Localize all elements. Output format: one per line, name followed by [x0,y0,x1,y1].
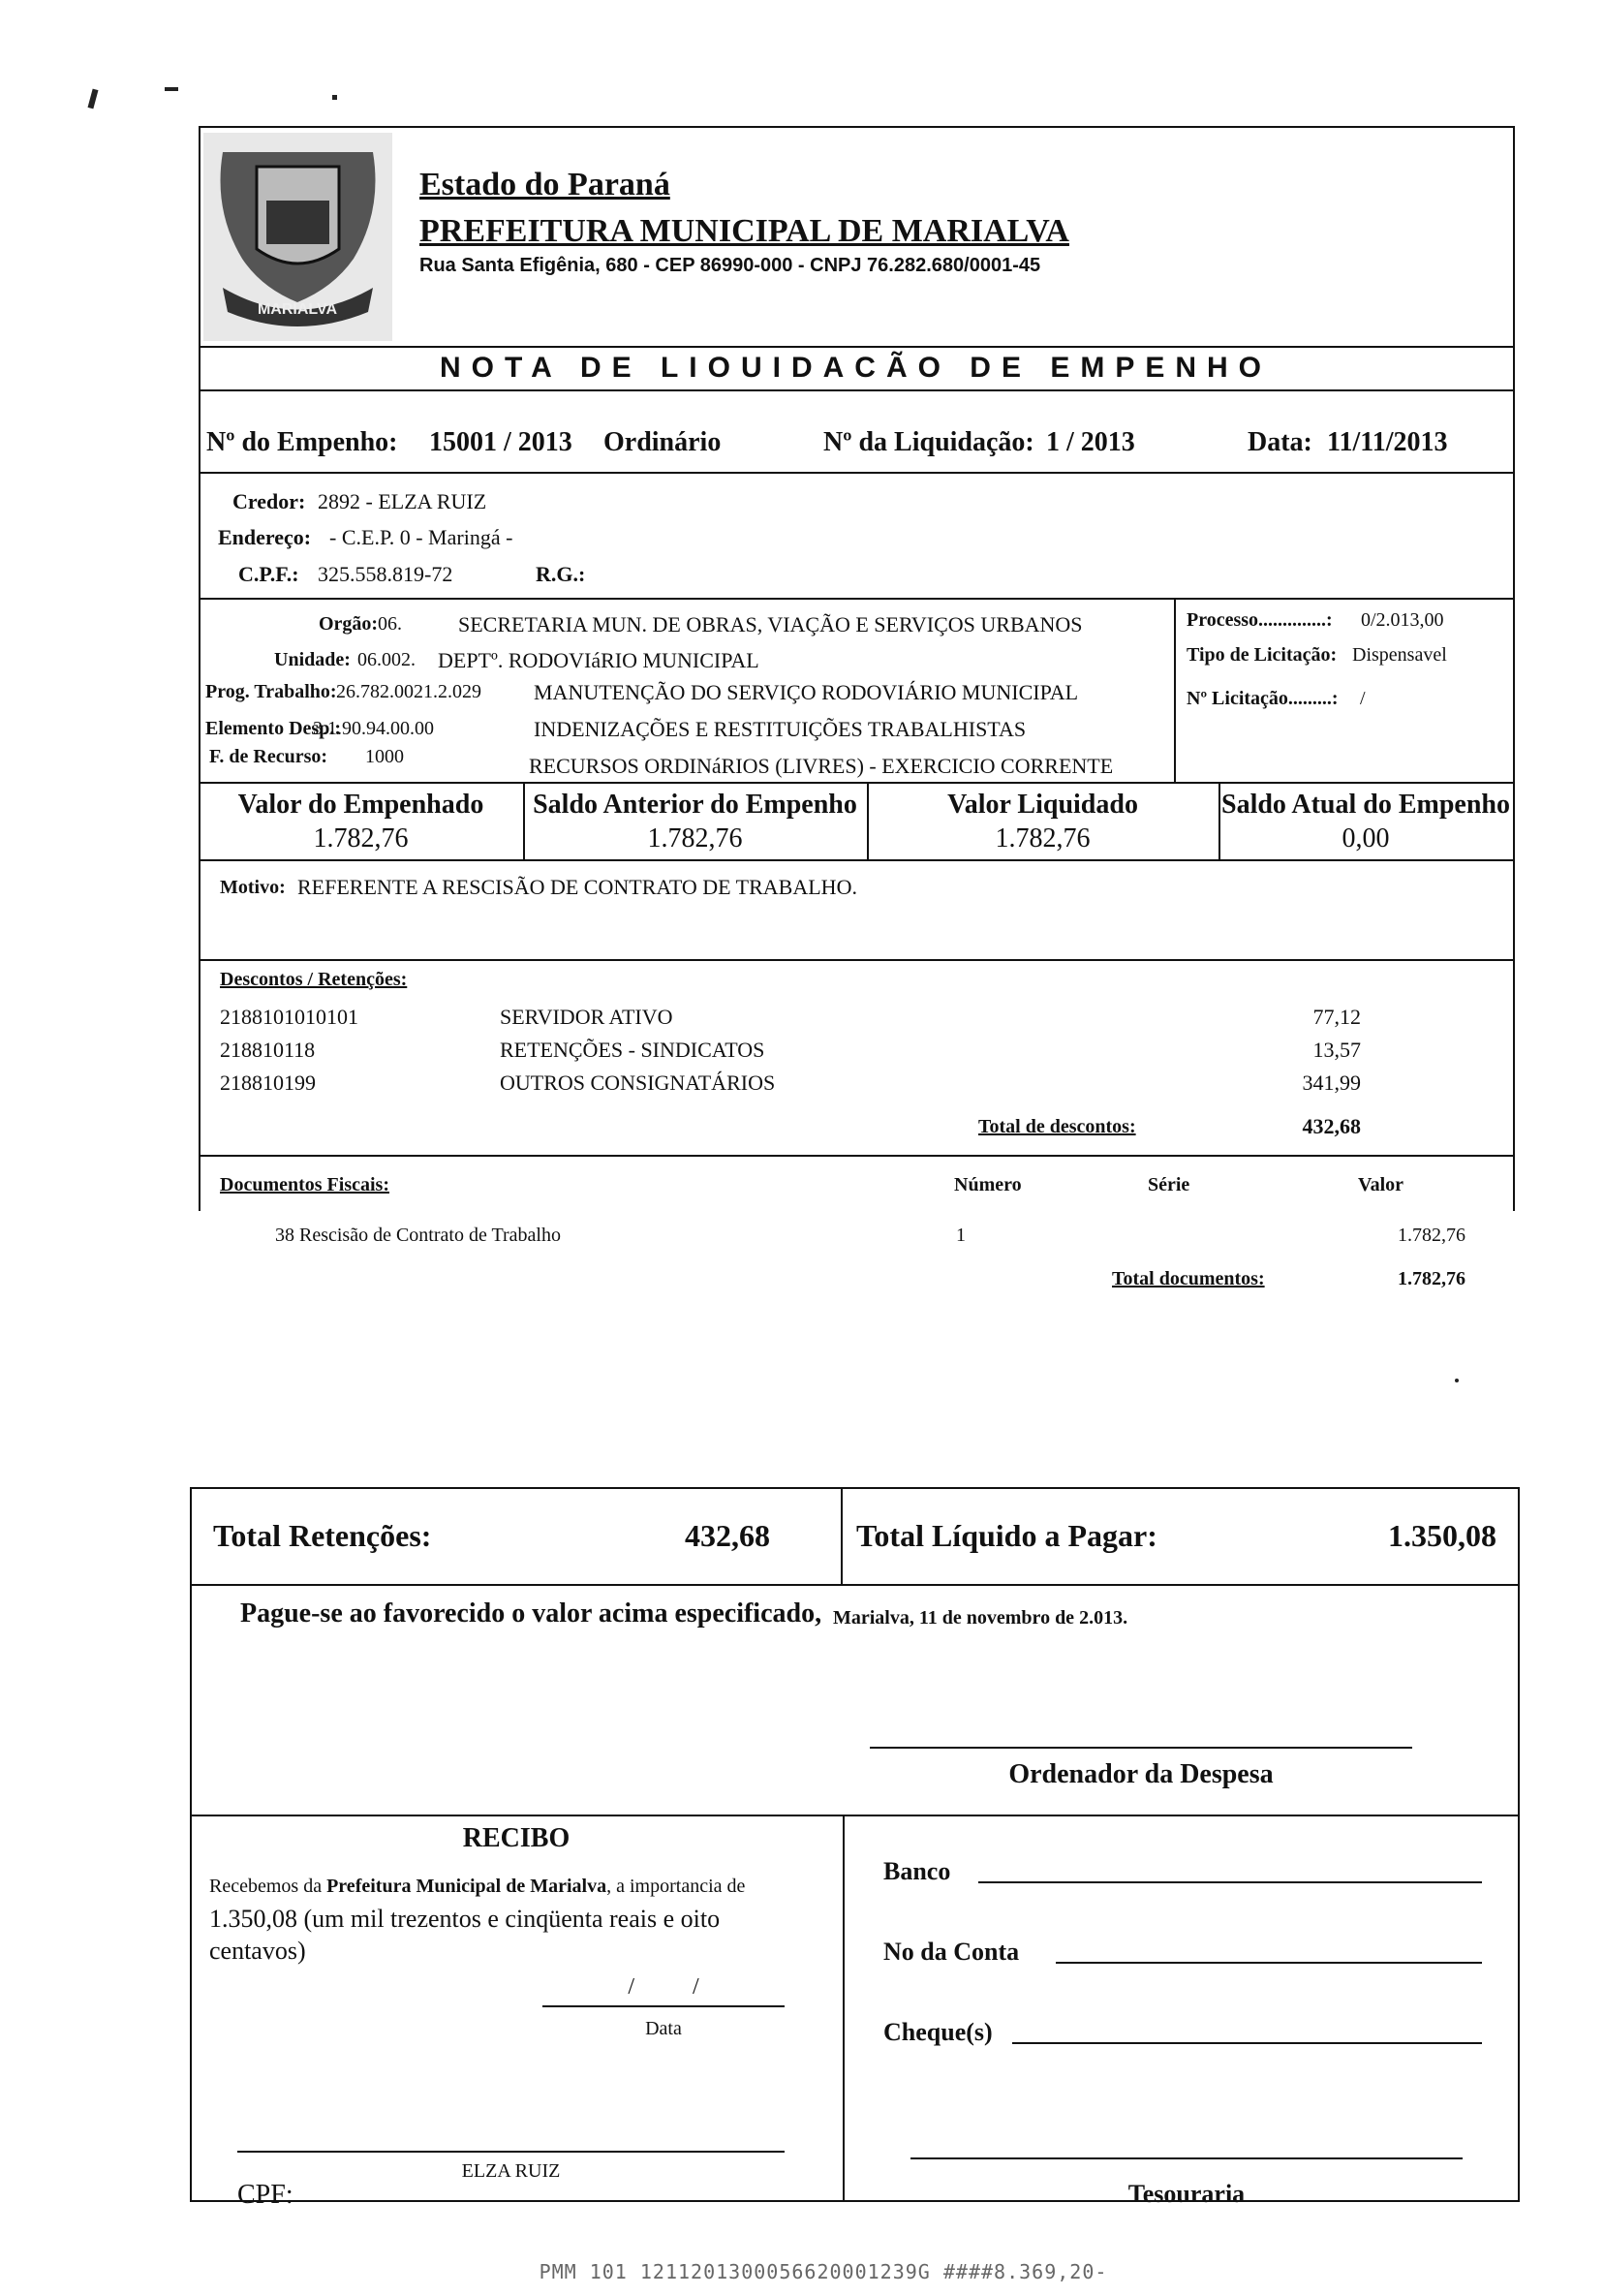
liquidacao-number: 1 / 2013 [1046,427,1135,457]
total-retencoes-value: 432,68 [685,1518,770,1553]
orgao-desc: SECRETARIA MUN. DE OBRAS, VIAÇÃO E SERVIÇOS URBANOS [458,612,1083,636]
title-divider [199,389,1513,391]
unidade-desc: DEPTº. RODOVIáRIO MUNICIPAL [438,648,759,672]
saldo-anterior-value: 1.782,76 [647,823,743,853]
recibo-sep [843,1815,845,2200]
cpf-value: 325.558.819-72 [318,562,453,586]
elemento-desc: INDENIZAÇÕES E RESTITUIÇÕES TRABALHISTAS [534,717,1027,741]
banco-line [978,1881,1482,1883]
scan-mark [165,87,178,91]
conta-line [1056,1962,1482,1964]
liquidado-value: 1.782,76 [995,823,1091,853]
descontos-title: Descontos / Retenções: [220,969,408,990]
credor-label: Credor: [232,489,306,513]
scan-dot [1455,1379,1459,1382]
document-title: NOTA DE LIOUIDACÃO DE EMPENHO [439,352,1272,384]
recibo-text-post: , a importancia de [606,1876,746,1897]
frame-top [199,126,1513,128]
ordenador-label: Ordenador da Despesa [1008,1759,1274,1789]
prog-code: 26.782.0021.2.029 [336,681,481,702]
desconto-code: 218810199 [220,1070,316,1095]
rg-label: R.G.: [536,562,586,586]
processo-label: Processo..............: [1187,609,1333,631]
total-liquido-label: Total Líquido a Pagar: [856,1518,1157,1553]
recibo-amount: 1.350,08 (um mil trezentos e cinqüenta reais e oito centavos) [209,1905,721,1965]
liquidacao-label: Nº da Liquidação: [823,427,1034,457]
desconto-value: 77,12 [1312,1005,1361,1029]
empenho-divider [199,472,1513,474]
credor-value: 2892 - ELZA RUIZ [318,489,487,513]
tipo-licitacao-label: Tipo de Licitação: [1187,644,1338,666]
desconto-value: 13,57 [1312,1038,1361,1062]
header-divider [199,346,1513,348]
date-label: Data: [1248,427,1312,457]
documento-valor: 1.782,76 [1398,1225,1465,1246]
prefeitura-address: Rua Santa Efigênia, 680 - CEP 86990-000 - CNPJ 76.282.680/0001-45 [419,255,1041,276]
pague-text: Pague-se ao favorecido o valor acima especificado, [240,1598,822,1629]
cheque-line [1012,2042,1482,2044]
descontos-divider [199,1155,1513,1157]
motivo-label: Motivo: [220,877,286,898]
total-descontos-label: Total de descontos: [978,1116,1136,1137]
totais-top [190,1487,1520,1489]
prog-label: Prog. Trabalho: [205,681,337,702]
total-documentos-label: Total documentos: [1112,1268,1265,1289]
footer-barcode-text: PMM 101 1211201300056620001239G ####8.369,20- [539,2260,1108,2283]
recibo-date-line [542,2005,785,2007]
tipo-licitacao-value: Dispensavel [1352,644,1447,666]
documento-numero: 1 [956,1225,966,1246]
orgao-code: 06. [378,613,402,635]
credor-divider [199,598,1513,600]
motivo-value: REFERENTE A RESCISÃO DE CONTRATO DE TRABALHO. [297,875,857,899]
total-retencoes-label: Total Retenções: [213,1518,432,1553]
desconto-desc: SERVIDOR ATIVO [500,1005,673,1029]
elemento-label: Elemento Desp.: [205,718,341,739]
empenhado-label: Valor do Empenhado [237,790,484,820]
recibo-text-bold: Prefeitura Municipal de Marialva [326,1876,607,1897]
saldo-atual-value: 0,00 [1342,823,1390,853]
desconto-code: 218810118 [220,1038,316,1062]
saldo-anterior-label: Saldo Anterior do Empenho [533,790,857,820]
prefeitura-name: PREFEITURA MUNICIPAL DE MARIALVA [419,213,1069,249]
totais-bottom [190,1584,1520,1586]
scan-mark [332,95,337,100]
col-serie: Série [1148,1174,1190,1195]
total-descontos-value: 432,68 [1302,1114,1361,1138]
recibo-cpf-label: CPF: [237,2180,293,2210]
document-frame [194,126,1513,1938]
documentos-title: Documentos Fiscais: [220,1174,389,1195]
svg-text:MARIALVA: MARIALVA [257,301,338,318]
cpf-label: C.P.F.: [238,562,299,586]
date-value: 11/11/2013 [1327,427,1448,457]
col-numero: Número [954,1174,1022,1195]
recibo-top [190,1815,1520,1816]
motivo-divider [199,959,1513,961]
tesouraria-signature-line [910,2157,1463,2159]
documento-desc: 38 Rescisão de Contrato de Trabalho [275,1225,561,1246]
lower-right [1518,1487,1520,2200]
licitacao-value: / [1360,688,1366,709]
crest-logo [203,133,392,341]
liquidado-label: Valor Liquidado [947,790,1138,820]
totais-sep [841,1487,843,1584]
prog-desc: MANUTENÇÃO DO SERVIÇO RODOVIÁRIO MUNICIPAL [534,680,1079,704]
banco-label: Banco [883,1857,951,1885]
cheque-label: Cheque(s) [883,2018,993,2046]
processo-value: 0/2.013,00 [1361,609,1444,631]
recurso-code: 1000 [365,746,404,767]
orgao-label: Orgão: [319,613,379,635]
desconto-value: 341,99 [1302,1070,1361,1095]
col-valor: Valor [1358,1174,1404,1195]
recibo-title: RECIBO [462,1823,571,1853]
elemento-code: 3.1.90.94.00.00 [313,718,434,739]
place-date: Marialva, 11 de novembro de 2.013. [833,1607,1128,1629]
recibo-data-label: Data [645,2018,682,2039]
valores-top [199,782,1513,784]
total-liquido-value: 1.350,08 [1388,1518,1496,1553]
scan-mark [88,89,99,109]
endereco-label: Endereço: [218,525,312,549]
valores-bottom [199,859,1513,861]
recurso-label: F. de Recurso: [209,746,328,767]
recibo-text-pre: Recebemos da [209,1876,323,1897]
licitacao-label: Nº Licitação.........: [1187,688,1339,709]
tesouraria-label: Tesouraria [1127,2180,1246,2208]
unidade-label: Unidade: [274,649,351,670]
empenho-type: Ordinário [603,427,722,457]
frame-right [1513,126,1515,1211]
recurso-desc: RECURSOS ORDINáRIOS (LIVRES) - EXERCICIO CORRENTE [529,754,1114,778]
empenho-label: Nº do Empenho: [206,427,398,457]
desconto-code: 2188101010101 [220,1005,358,1029]
state-name: Estado do Paraná [419,167,670,202]
unidade-code: 06.002. [357,649,416,670]
conta-label: No da Conta [883,1938,1020,1966]
recibo-signature-line [237,2151,785,2153]
empenho-number: 15001 / 2013 [429,427,572,457]
recibo-text [209,1876,745,1898]
total-documentos-value: 1.782,76 [1398,1268,1465,1289]
endereco-value: - C.E.P. 0 - Maringá - [329,525,513,549]
desconto-desc: RETENÇÕES - SINDICATOS [500,1038,765,1062]
dotacao-split [1174,598,1176,782]
ordenador-signature-line [870,1747,1412,1749]
frame-left [199,126,200,1211]
saldo-atual-label: Saldo Atual do Empenho [1221,790,1510,820]
desconto-desc: OUTROS CONSIGNATÁRIOS [500,1070,776,1095]
recibo-signer: ELZA RUIZ [461,2160,561,2182]
empenhado-value: 1.782,76 [313,823,409,853]
recibo-date-slashes: / / [628,1974,699,2000]
